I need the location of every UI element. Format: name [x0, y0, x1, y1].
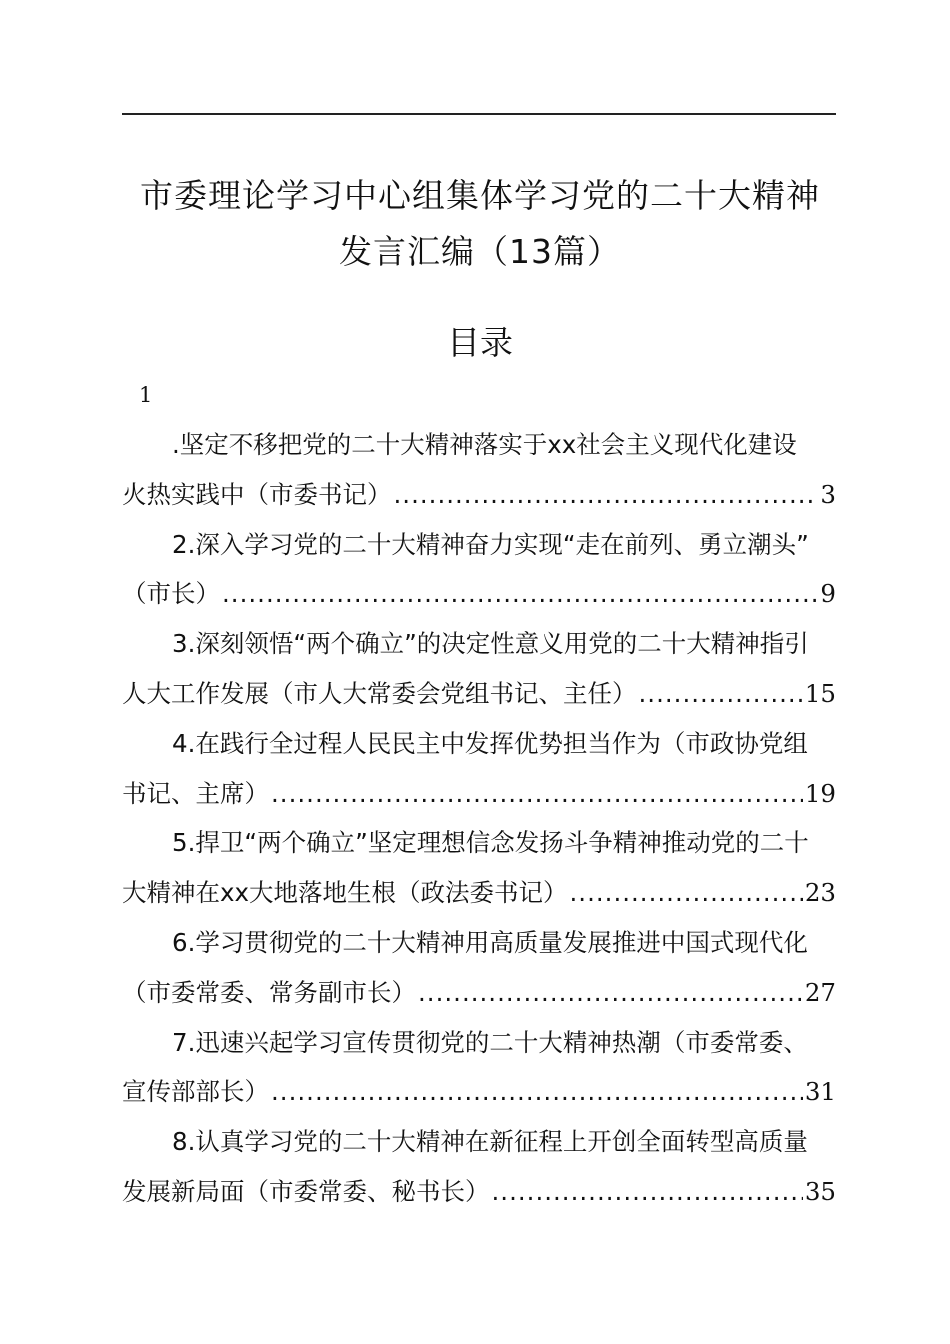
toc-leader-dots [394, 470, 819, 520]
toc-leader-dots [639, 669, 803, 719]
toc-entry-title: 6.学习贯彻党的二十大精神用高质量发展推进中国式现代化 [172, 927, 808, 957]
toc-entry-page: 35 [804, 1176, 836, 1206]
toc-entry-5[interactable] [122, 818, 836, 918]
toc-leader-dots [418, 968, 803, 1018]
toc-entry-title: 8.认真学习党的二十大精神在新征程上开创全面转型高质量 [172, 1127, 808, 1157]
toc-entry-author: （市长） [122, 579, 220, 609]
document-title-line-2: 发言汇编（13篇） [339, 232, 621, 271]
toc-entry-title: 2.深入学习党的二十大精神奋力实现“走在前列、勇立潮头” [172, 529, 809, 559]
toc-entry-8[interactable] [122, 1117, 836, 1217]
toc-entry-7[interactable] [122, 1018, 836, 1118]
toc-leader-dots [492, 1167, 803, 1217]
toc-entry-page: 31 [804, 1077, 836, 1107]
toc-entry-author: 宣传部部长） [122, 1077, 269, 1107]
toc-entry-author: 书记、主席） [122, 778, 269, 808]
toc-entry-1[interactable] [122, 420, 836, 520]
toc-entry-title: 5.捍卫“两个确立”坚定理想信念发扬斗争精神推动党的二十 [172, 828, 809, 858]
toc-entry-2[interactable] [122, 520, 836, 620]
toc-entry-3[interactable] [122, 619, 836, 719]
document-title-line-1: 市委理论学习中心组集体学习党的二十大精神 [140, 176, 820, 215]
toc-entry-author: 人大工作发展（市人大常委会党组书记、主任） [122, 678, 637, 708]
toc-leader-dots [570, 868, 803, 918]
toc-entry-page: 27 [804, 977, 836, 1007]
toc-entry-author: 火热实践中（市委书记） [122, 479, 392, 509]
top-divider [122, 113, 836, 115]
toc-entry-page: 9 [820, 579, 836, 609]
document-title [110, 168, 850, 280]
toc-entry-4[interactable] [122, 719, 836, 819]
toc-leader-dots [271, 769, 803, 819]
toc-entry-author: （市委常委、常务副市长） [122, 977, 416, 1007]
toc-leader-dots [222, 569, 818, 619]
toc-leader-dots [271, 1067, 803, 1117]
toc-heading: 目录 [447, 323, 513, 362]
toc-entry-author: 大精神在xx大地落地生根（政法委书记） [122, 878, 568, 908]
toc-entry-page: 19 [804, 778, 836, 808]
page-number: 1 [139, 383, 153, 407]
toc-entry-page: 15 [804, 678, 836, 708]
toc-entry-page: 3 [820, 479, 836, 509]
toc-entry-title: 4.在践行全过程人民民主中发挥优势担当作为（市政协党组 [172, 728, 808, 758]
toc-entry-title: 7.迅速兴起学习宣传贯彻党的二十大精神热潮（市委常委、 [172, 1027, 808, 1057]
table-of-contents [122, 420, 836, 1217]
toc-entry-6[interactable] [122, 918, 836, 1018]
toc-entry-author: 发展新局面（市委常委、秘书长） [122, 1176, 490, 1206]
toc-entry-page: 23 [804, 878, 836, 908]
toc-entry-title: 3.深刻领悟“两个确立”的决定性意义用党的二十大精神指引 [172, 629, 809, 659]
toc-entry-title: .坚定不移把党的二十大精神落实于xx社会主义现代化建设 [172, 430, 797, 459]
